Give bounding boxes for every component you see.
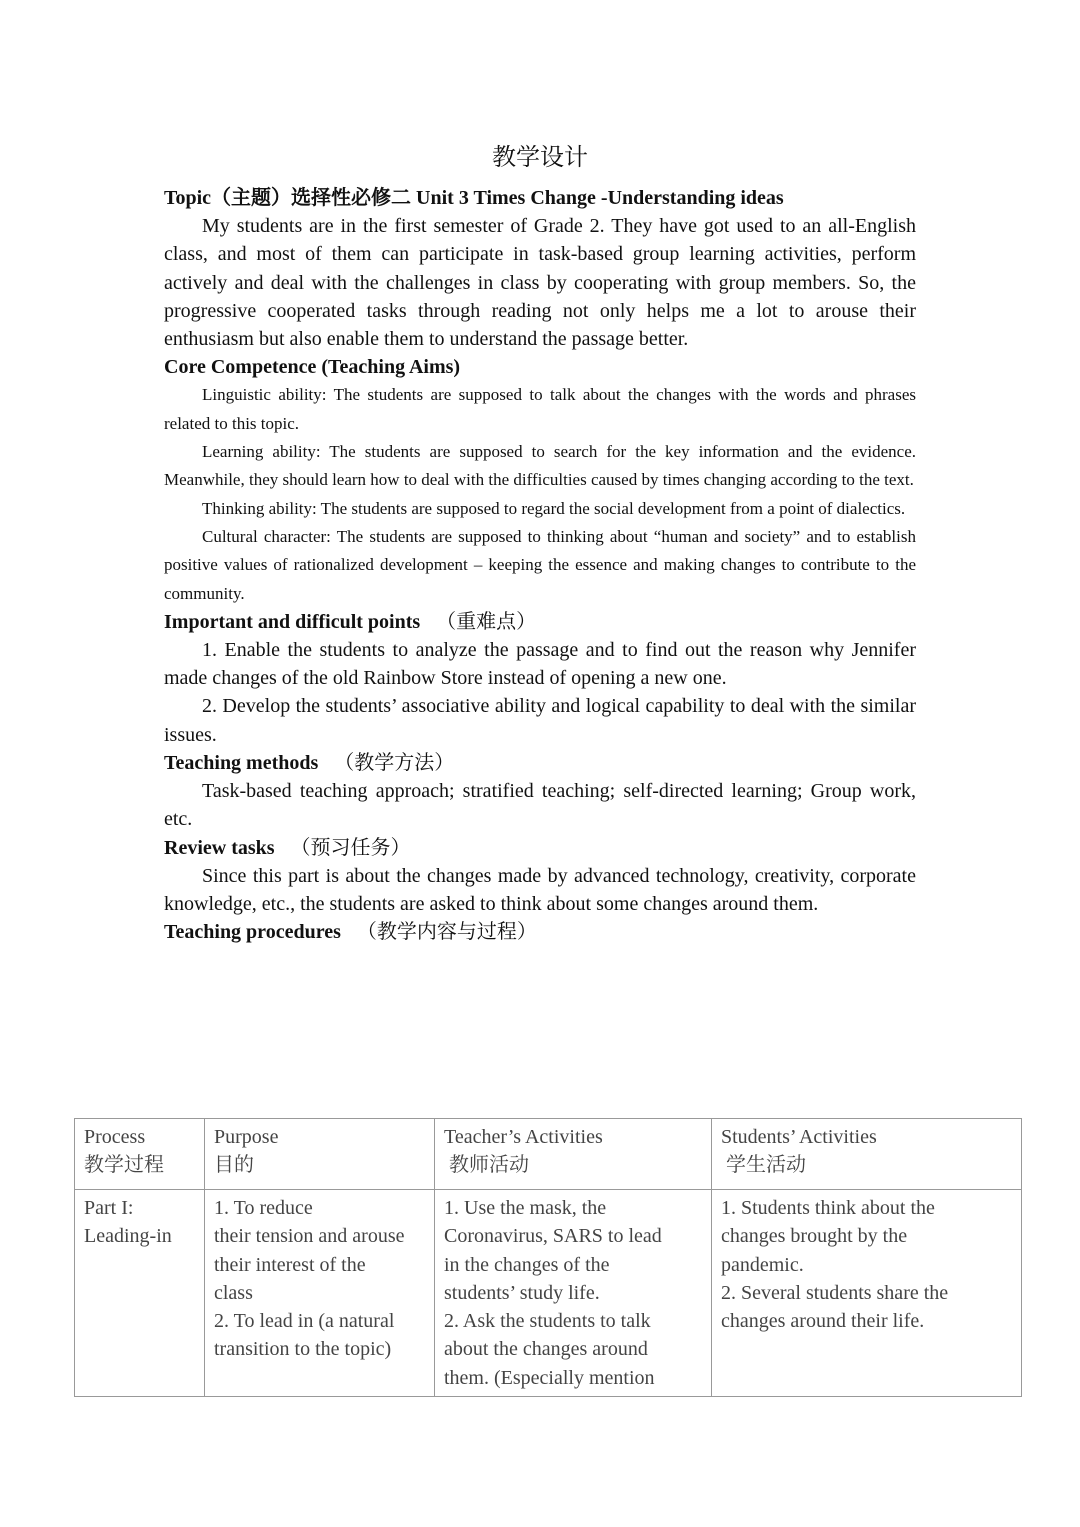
header-purpose-en: Purpose: [214, 1126, 279, 1148]
teacher-line: 1. Use the mask, the: [444, 1197, 607, 1219]
important-points-heading-cn: （重难点）: [436, 610, 537, 633]
header-teacher-cn: 教师活动: [444, 1154, 529, 1177]
teacher-line: students’ study life.: [444, 1281, 600, 1304]
aim-learning: Learning ability: The students are supposed to search for the key information and the evidence. Meanwhile, they should learn how to deal with the difficulties caused by times changing according to the text.: [164, 442, 916, 490]
purpose-line: class: [214, 1281, 253, 1304]
cell-purpose: [205, 1190, 435, 1397]
important-point-2: 2. Develop the students’ associative ability and logical capability to deal with the similar issues.: [164, 695, 916, 746]
cell-teacher: [435, 1190, 712, 1397]
table-row: [75, 1190, 1022, 1397]
teacher-line: them. (Especially mention: [444, 1366, 655, 1389]
teaching-methods-heading: [164, 749, 916, 777]
review-tasks-paragraph: Since this part is about the changes made by advanced technology, creativity, corporate knowledge, etc., the students are asked to think about some changes around them.: [164, 864, 916, 915]
important-points-heading: [164, 608, 916, 636]
header-teacher-en: Teacher’s Activities: [444, 1126, 603, 1148]
students-line: 2. Several students share the: [721, 1281, 949, 1304]
header-students-cn: 学生活动: [721, 1154, 806, 1177]
review-tasks-heading-en: Review tasks: [164, 836, 275, 859]
table-header-row: [75, 1119, 1022, 1190]
topic-paragraph: My students are in the first semester of Grade 2. They have got used to an all-English class, and most of them can participate in task-based group learning activities, perform actively and deal with the challenges in class by cooperating with group members. So, the progressive cooperated tasks through reading not only helps me a lot to arouse their enthusiasm but also enable them to understand the passage better.: [164, 215, 916, 351]
header-process-cn: 教学过程: [84, 1154, 164, 1177]
header-students: [712, 1119, 1022, 1190]
important-point-1: 1. Enable the students to analyze the passage and to find out the reason why Jennifer made changes of the old Rainbow Store instead of opening a new one.: [164, 638, 916, 690]
important-points-heading-en: Important and difficult points: [164, 610, 421, 633]
purpose-line: transition to the topic): [214, 1338, 392, 1361]
aim-linguistic: Linguistic ability: The students are supposed to talk about the changes with the words and phrases related to this topic.: [164, 385, 916, 433]
students-line: changes around their life.: [721, 1310, 925, 1333]
procedures-table-wrap: [74, 1118, 1021, 1397]
review-tasks-heading-cn: （预习任务）: [290, 836, 411, 859]
teaching-procedures-heading-cn: （教学内容与过程）: [356, 921, 537, 944]
document-body: [164, 140, 916, 946]
students-line: changes brought by the: [721, 1225, 908, 1248]
header-teacher: [435, 1119, 712, 1190]
aim-thinking: Thinking ability: The students are supposed to regard the social development from a point of dialectics.: [202, 498, 906, 518]
teacher-line: in the changes of the: [444, 1253, 610, 1276]
teaching-procedures-heading: [164, 918, 916, 946]
header-process-en: Process: [84, 1126, 146, 1148]
purpose-line: 2. To lead in (a natural: [214, 1310, 395, 1333]
review-tasks-heading: [164, 834, 916, 862]
header-process: [75, 1119, 205, 1190]
teacher-line: about the changes around: [444, 1338, 648, 1361]
procedures-table: [74, 1118, 1022, 1397]
core-competence-heading: Core Competence (Teaching Aims): [164, 356, 461, 379]
header-purpose-cn: 目的: [214, 1154, 254, 1177]
cell-students: [712, 1190, 1022, 1397]
document-title: 教学设计: [492, 145, 588, 171]
students-line: 1. Students think about the: [721, 1197, 935, 1219]
teaching-methods-heading-cn: （教学方法）: [334, 752, 455, 775]
teaching-procedures-heading-en: Teaching procedures: [164, 921, 341, 944]
students-line: pandemic.: [721, 1253, 804, 1276]
teacher-line: 2. Ask the students to talk: [444, 1310, 651, 1333]
process-line: Part I:: [84, 1197, 134, 1219]
teaching-methods-heading-en: Teaching methods: [164, 752, 319, 775]
process-line: Leading-in: [84, 1225, 172, 1248]
header-students-en: Students’ Activities: [721, 1126, 877, 1148]
purpose-line: their interest of the: [214, 1253, 366, 1276]
aim-cultural: Cultural character: The students are supposed to thinking about “human and society” and to establish positive values of rationalized development – keeping the essence and making changes to contribute to the community.: [164, 526, 916, 603]
teacher-line: Coronavirus, SARS to lead: [444, 1225, 662, 1248]
header-purpose: [205, 1119, 435, 1190]
purpose-line: their tension and arouse: [214, 1225, 405, 1248]
purpose-line: 1. To reduce: [214, 1197, 313, 1219]
cell-process: [75, 1190, 205, 1397]
topic-heading: Topic（主题）选择性必修二 Unit 3 Times Change -Understanding ideas: [164, 187, 784, 209]
teaching-methods-paragraph: Task-based teaching approach; stratified teaching; self-directed learning; Group work, etc.: [164, 780, 916, 831]
